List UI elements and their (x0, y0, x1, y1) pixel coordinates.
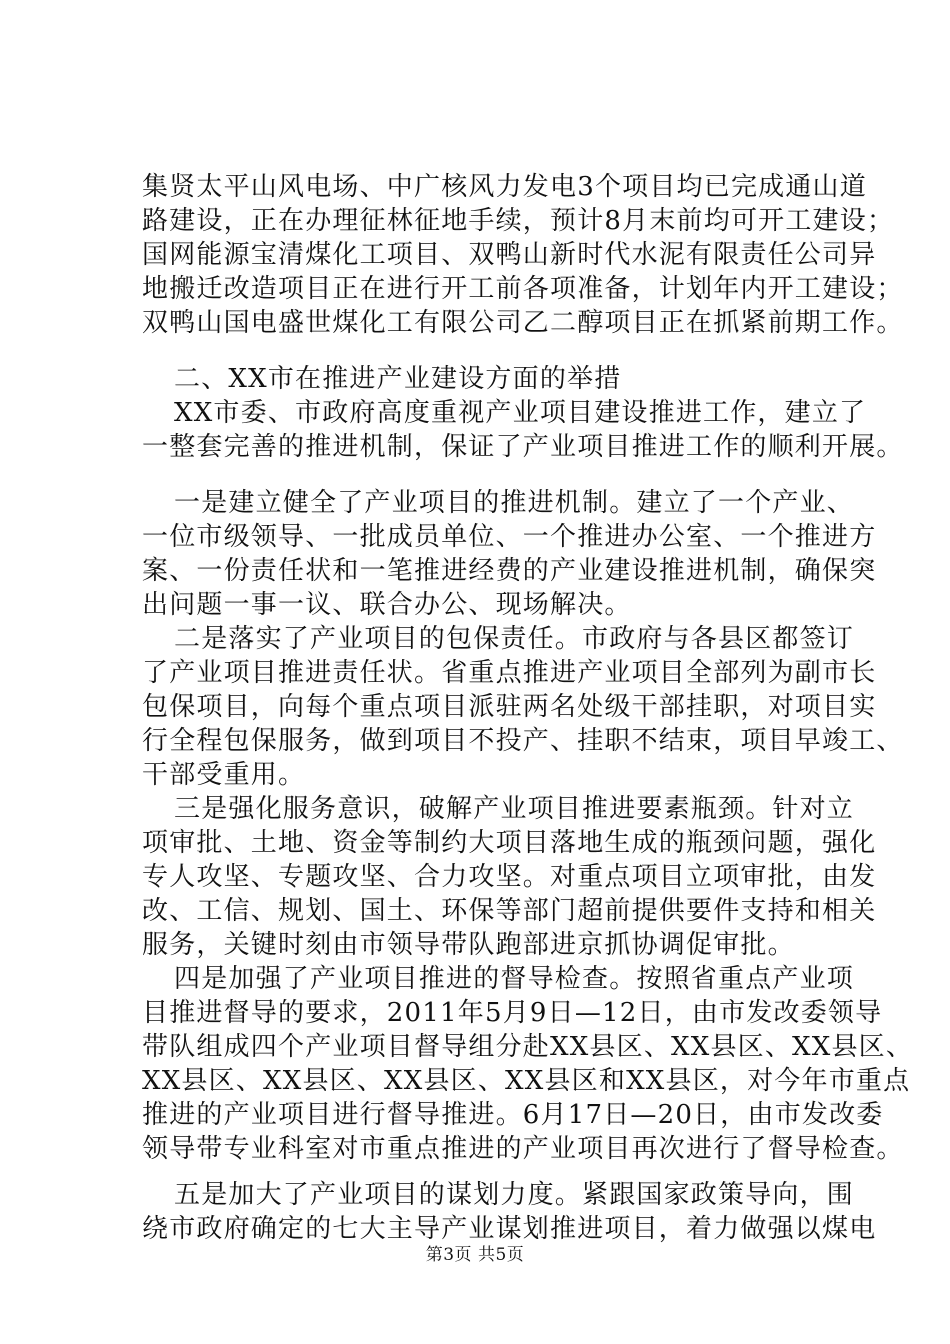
body-line: 一整套完善的推进机制，保证了产业项目推进工作的顺利开展。 (142, 432, 904, 462)
body-line: 三是强化服务意识，破解产业项目推进要素瓶颈。针对立 (174, 794, 855, 824)
body-line: 五是加大了产业项目的谋划力度。紧跟国家政策导向，围 (174, 1180, 855, 1210)
body-line: 一位市级领导、一批成员单位、一个推进办公室、一个推进方 (142, 522, 877, 552)
body-line: 带队组成四个产业项目督导组分赴XX县区、XX县区、XX县区、 (142, 1032, 914, 1062)
body-line: 双鸭山国电盛世煤化工有限公司乙二醇项目正在抓紧前期工作。 (142, 308, 904, 338)
body-line: 包保项目，向每个重点项目派驻两名处级干部挂职，对项目实 (142, 692, 877, 722)
body-line: 国网能源宝清煤化工项目、双鸭山新时代水泥有限责任公司异 (142, 240, 877, 270)
body-line: 集贤太平山风电场、中广核风力发电3个项目均已完成通山道 (142, 172, 867, 202)
body-line: 案、一份责任状和一笔推进经费的产业建设推进机制，确保突 (142, 556, 877, 586)
body-line: 了产业项目推进责任状。省重点推进产业项目全部列为副市长 (142, 658, 877, 688)
section-heading: 二、XX市在推进产业建设方面的举措 (174, 364, 622, 394)
body-line: 服务，关键时刻由市领导带队跑部进京抓协调促审批。 (142, 930, 795, 960)
body-line: 绕市政府确定的七大主导产业谋划推进项目，着力做强以煤电 (142, 1214, 877, 1244)
body-line: 出问题一事一议、联合办公、现场解决。 (142, 590, 632, 620)
body-line: 四是加强了产业项目推进的督导检查。按照省重点产业项 (174, 964, 855, 994)
body-line: 地搬迁改造项目正在进行开工前各项准备，计划年内开工建设； (142, 274, 904, 304)
body-line: 二是落实了产业项目的包保责任。市政府与各县区都签订 (174, 624, 855, 654)
body-line: 推进的产业项目进行督导推进。6月17日—20日，由市发改委 (142, 1100, 884, 1130)
body-line: 专人攻坚、专题攻坚、合力攻坚。对重点项目立项审批，由发 (142, 862, 877, 892)
page-footer: 第3页 共5页 (425, 1245, 525, 1265)
body-line: 一是建立健全了产业项目的推进机制。建立了一个产业、 (174, 488, 855, 518)
body-line: XX县区、XX县区、XX县区、XX县区和XX县区，对今年市重点 (142, 1066, 911, 1096)
body-line: 行全程包保服务，做到项目不投产、挂职不结束，项目早竣工、 (142, 726, 904, 756)
body-line: 领导带专业科室对市重点推进的产业项目再次进行了督导检查。 (142, 1134, 904, 1164)
body-line: 干部受重用。 (142, 760, 306, 790)
body-line: 路建设，正在办理征林征地手续，预计8月末前均可开工建设； (142, 206, 895, 236)
body-line: 项审批、土地、资金等制约大项目落地生成的瓶颈问题，强化 (142, 828, 877, 858)
body-line: 改、工信、规划、国土、环保等部门超前提供要件支持和相关 (142, 896, 877, 926)
body-line: 目推进督导的要求，2011年5月9日—12日，由市发改委领导 (142, 998, 883, 1028)
body-line: XX市委、市政府高度重视产业项目建设推进工作，建立了 (174, 398, 867, 428)
